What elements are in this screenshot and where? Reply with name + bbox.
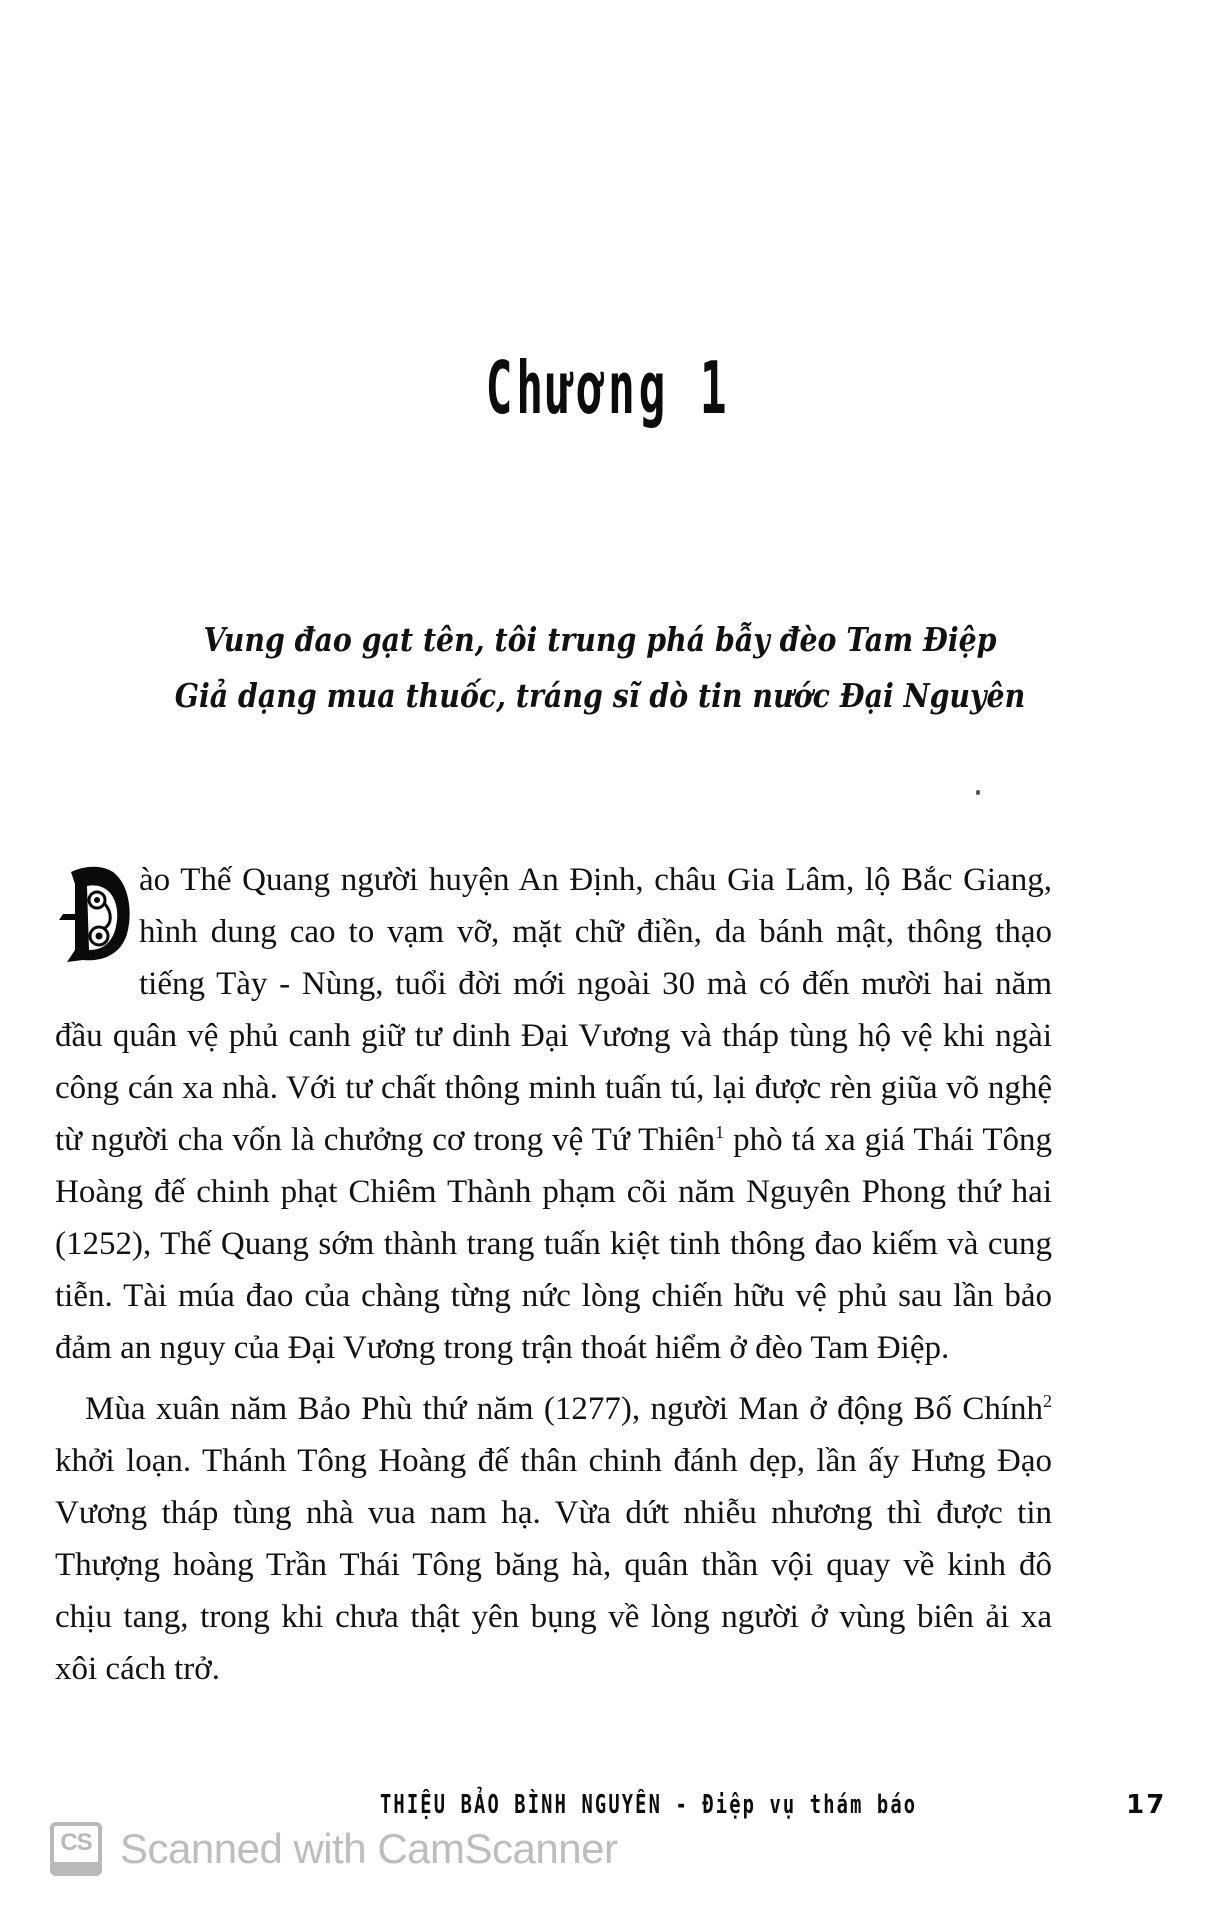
footnote-ref-1[interactable]: 1 (715, 1122, 725, 1142)
chapter-title: Chương 1 (485, 346, 731, 430)
drop-cap-ornament (53, 864, 133, 964)
camscanner-logo-icon (50, 1822, 102, 1876)
paragraph-1-text-b: phò tá xa giá Thái Tông Hoàng đế chinh phạt Chiêm Thành phạm cõi năm Nguyên Phong thứ hai (1252), Thế Quang sớm thành trang tuấn kiệt tinh thông đao kiếm và cung tiễn. Tài múa đao của chàng từng nức lòng chiến hữu vệ phủ sau lần bảo đảm an nguy của Đại Vương trong trận thoát hiểm ở đèo Tam Điệp. (55, 1122, 1052, 1366)
paragraph-2-text-a: Mùa xuân năm Bảo Phù thứ năm (1277), người Man ở động Bố Chính (85, 1391, 1043, 1427)
paragraph-1-text-a: ào Thế Quang người huyện An Định, châu Gia Lâm, lộ Bắc Giang, hình dung cao to vạm vỡ, mặt chữ điền, da bánh mật, thông thạo tiếng Tày - Nùng, tuổi đời mới ngoài 30 mà có đến mười hai năm đầu quân vệ phủ canh giữ tư dinh Đại Vương và tháp tùng hộ vệ khi ngài công cán xa nhà. Với tư chất thông minh tuấn tú, lại được rèn giũa võ nghệ từ người cha vốn là chưởng cơ trong vệ Tứ Thiên (55, 862, 1052, 1158)
ornate-drop-cap-icon (53, 864, 131, 964)
page-number: 17 (1126, 1790, 1167, 1820)
running-footer-title: THIỆU BẢO BÌNH NGUYÊN - Điệp vụ thám báo (380, 1790, 918, 1820)
scan-speck (976, 790, 980, 795)
camscanner-watermark (50, 1822, 617, 1876)
camscanner-logo-text: CS (60, 1829, 92, 1856)
chapter-epigraph (170, 612, 1030, 724)
footnote-ref-2[interactable]: 2 (1043, 1391, 1052, 1411)
running-footer (380, 1790, 1167, 1820)
paragraph-2-text-b: khởi loạn. Thánh Tông Hoàng đế thân chinh đánh dẹp, lần ấy Hưng Đạo Vương tháp tùng nhà vua nam hạ. Vừa dứt nhiễu nhương thì được tin Thượng hoàng Trần Thái Tông băng hà, quân thần vội quay về kinh đô chịu tang, trong khi chưa thật yên bụng về lòng người ở vùng biên ải xa xôi cách trở. (55, 1443, 1052, 1687)
epigraph-line-1: Vung đao gạt tên, tôi trung phá bẫy đèo Tam Điệp (203, 620, 997, 659)
chapter-body (55, 854, 1052, 1695)
paragraph-2 (55, 1383, 1052, 1695)
paragraph-1 (55, 854, 1052, 1374)
epigraph-line-2: Giả dạng mua thuốc, tráng sĩ dò tin nước Đại Nguyên (174, 676, 1026, 715)
camscanner-watermark-text: Scanned with CamScanner (120, 1825, 618, 1872)
